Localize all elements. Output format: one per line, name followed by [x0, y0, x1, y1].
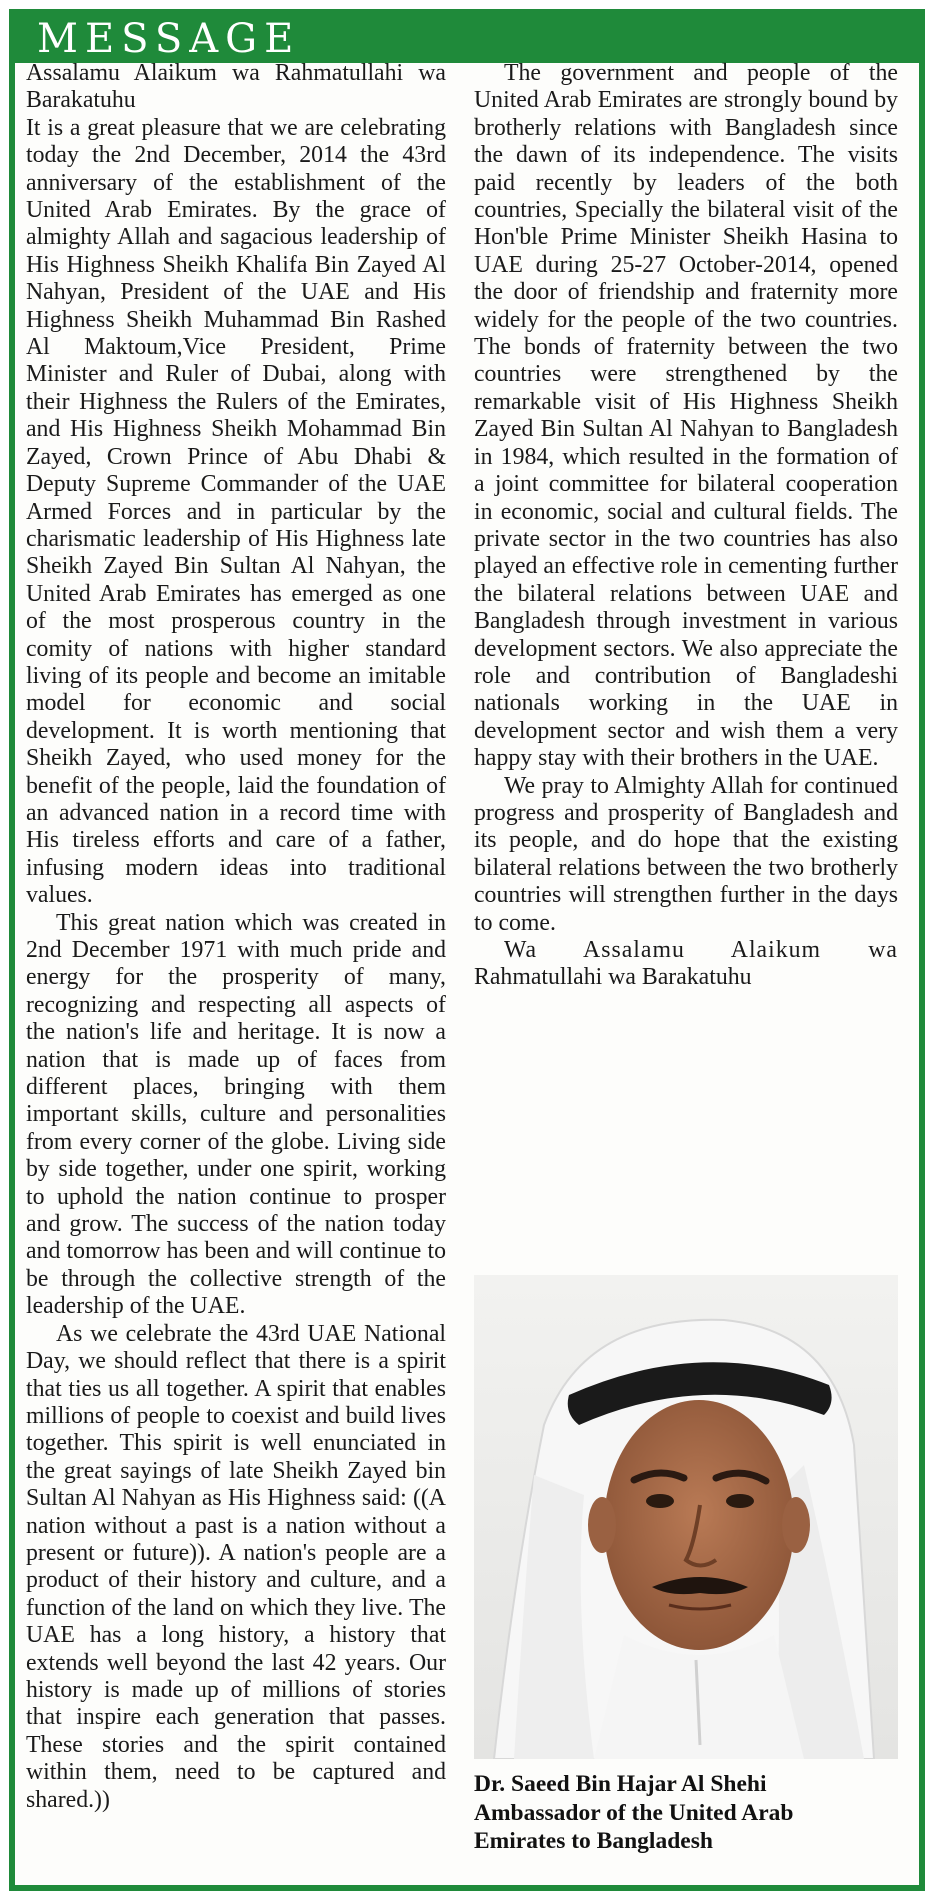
ambassador-name: Dr. Saeed Bin Hajar Al Shehi: [474, 1771, 767, 1797]
ambassador-title-line-2: Emirates to Bangladesh: [474, 1828, 713, 1854]
salutation: Assalamu Alaikum wa Rahmatullahi wa Barakatuhu: [26, 60, 446, 114]
header-banner: [15, 15, 919, 63]
paragraph-4: The government and people of the United Arab Emirates are strongly bound by brotherly relations with Bangladesh since the dawn of its independence. The visits paid recently by leaders of the both countries, Specially the bilateral visit of the Hon'ble Prime Minister Sheikh Hasina to UAE during 25-27 October-2014, opened the door of friendship and fraternity more widely for the people of the two countries. The bonds of fraternity between the two countries were strengthened by the remarkable visit of His Highness Sheikh Zayed Bin Sultan Al Nahyan to Bangladesh in 1984, which resulted in the formation of a joint committee for bilateral cooperation in economic, social and cultural fields. The private sector in the two countries has also played an effective role in cementing further the bilateral relations between UAE and Bangladesh through investment in various development sectors. We also appreciate the role and contribution of Bangladeshi nationals working in the UAE in development sector and wish them a very happy stay with their brothers in the UAE.: [474, 60, 898, 772]
p3-text: As we celebrate the 43rd UAE National Day, we should reflect that there is a spirit that ties us all together. A spirit that enables millions of people to coexist and build lives together. This spirit is well enunciated in the great sayings of late Sheikh Zayed bin Sultan Al Nahyan as His Highness said: ((A nation without a past is a nation without a present or future)). A nation's people are a product of their history and culture, and a function of the land on which they live. The UAE has a long history, a history that extends well beyond the last 42 years. Our history is made up of millions of stories that inspire each generation that passes. These stories and the spirit contained within them, need to be captured and shared.)): [26, 1320, 446, 1813]
left-column: [26, 60, 446, 1814]
closing-line-2: Rahmatullahi wa Barakatuhu: [474, 964, 752, 991]
ambassador-portrait: [474, 1275, 898, 1759]
paragraph-3-part-1: [26, 1321, 446, 1814]
right-column: [474, 60, 898, 992]
ambassador-title-line-1: Ambassador of the United Arab: [474, 1799, 794, 1826]
paragraph-1: It is a great pleasure that we are celebrating today the 2nd December, 2014 the 43rd anniversary of the establishment of the United Arab Emirates. By the grace of almighty Allah and sagacious leadership of His Highness Sheikh Khalifa Bin Zayed Al Nahyan, President of the UAE and His Highness Sheikh Muhammad Bin Rashed Al Maktoum,Vice President, Prime Minister and Ruler of Dubai, along with their Highness the Rulers of the Emirates, and His Highness Sheikh Mohammad Bin Zayed, Crown Prince of Abu Dhabi & Deputy Supreme Commander of the UAE Armed Forces and in particular by the charismatic leadership of His Highness late Sheikh Zayed Bin Sultan Al Nahyan, the United Arab Emirates has emerged as one of the most prosperous country in the comity of nations with higher standard living of its people and become an imitable model for economic and social development. It is worth mentioning that Sheikh Zayed, who used money for the benefit of the people, laid the foundation of an advanced nation in a record time with His tireless efforts and care of a father, infusing modern ideas into traditional values.: [26, 114, 446, 909]
closing-line-1: Wa Assalamu Alaikum wa: [504, 937, 898, 963]
portrait-illustration: [474, 1275, 898, 1759]
paragraph-5: We pray to Almighty Allah for continued progress and prosperity of Bangladesh and its people, and do hope that the existing bilateral relations between the two brotherly countries will strengthen further in the days to come.: [474, 772, 898, 936]
signature-block: [474, 1770, 898, 1856]
page-title: MESSAGE: [37, 16, 301, 62]
paragraph-2: This great nation which was created in 2nd December 1971 with much pride and energy for the prosperity of many, recognizing and respecting all aspects of the nation's life and heritage. It is now a nation that is made up of faces from different places, bringing with them important skills, culture and personalities from every corner of the globe. Living side by side together, under one spirit, working to uphold the nation continue to prosper and grow. The success of the nation today and tomorrow has been and will continue to be through the collective strength of the leadership of the UAE.: [26, 909, 446, 1320]
